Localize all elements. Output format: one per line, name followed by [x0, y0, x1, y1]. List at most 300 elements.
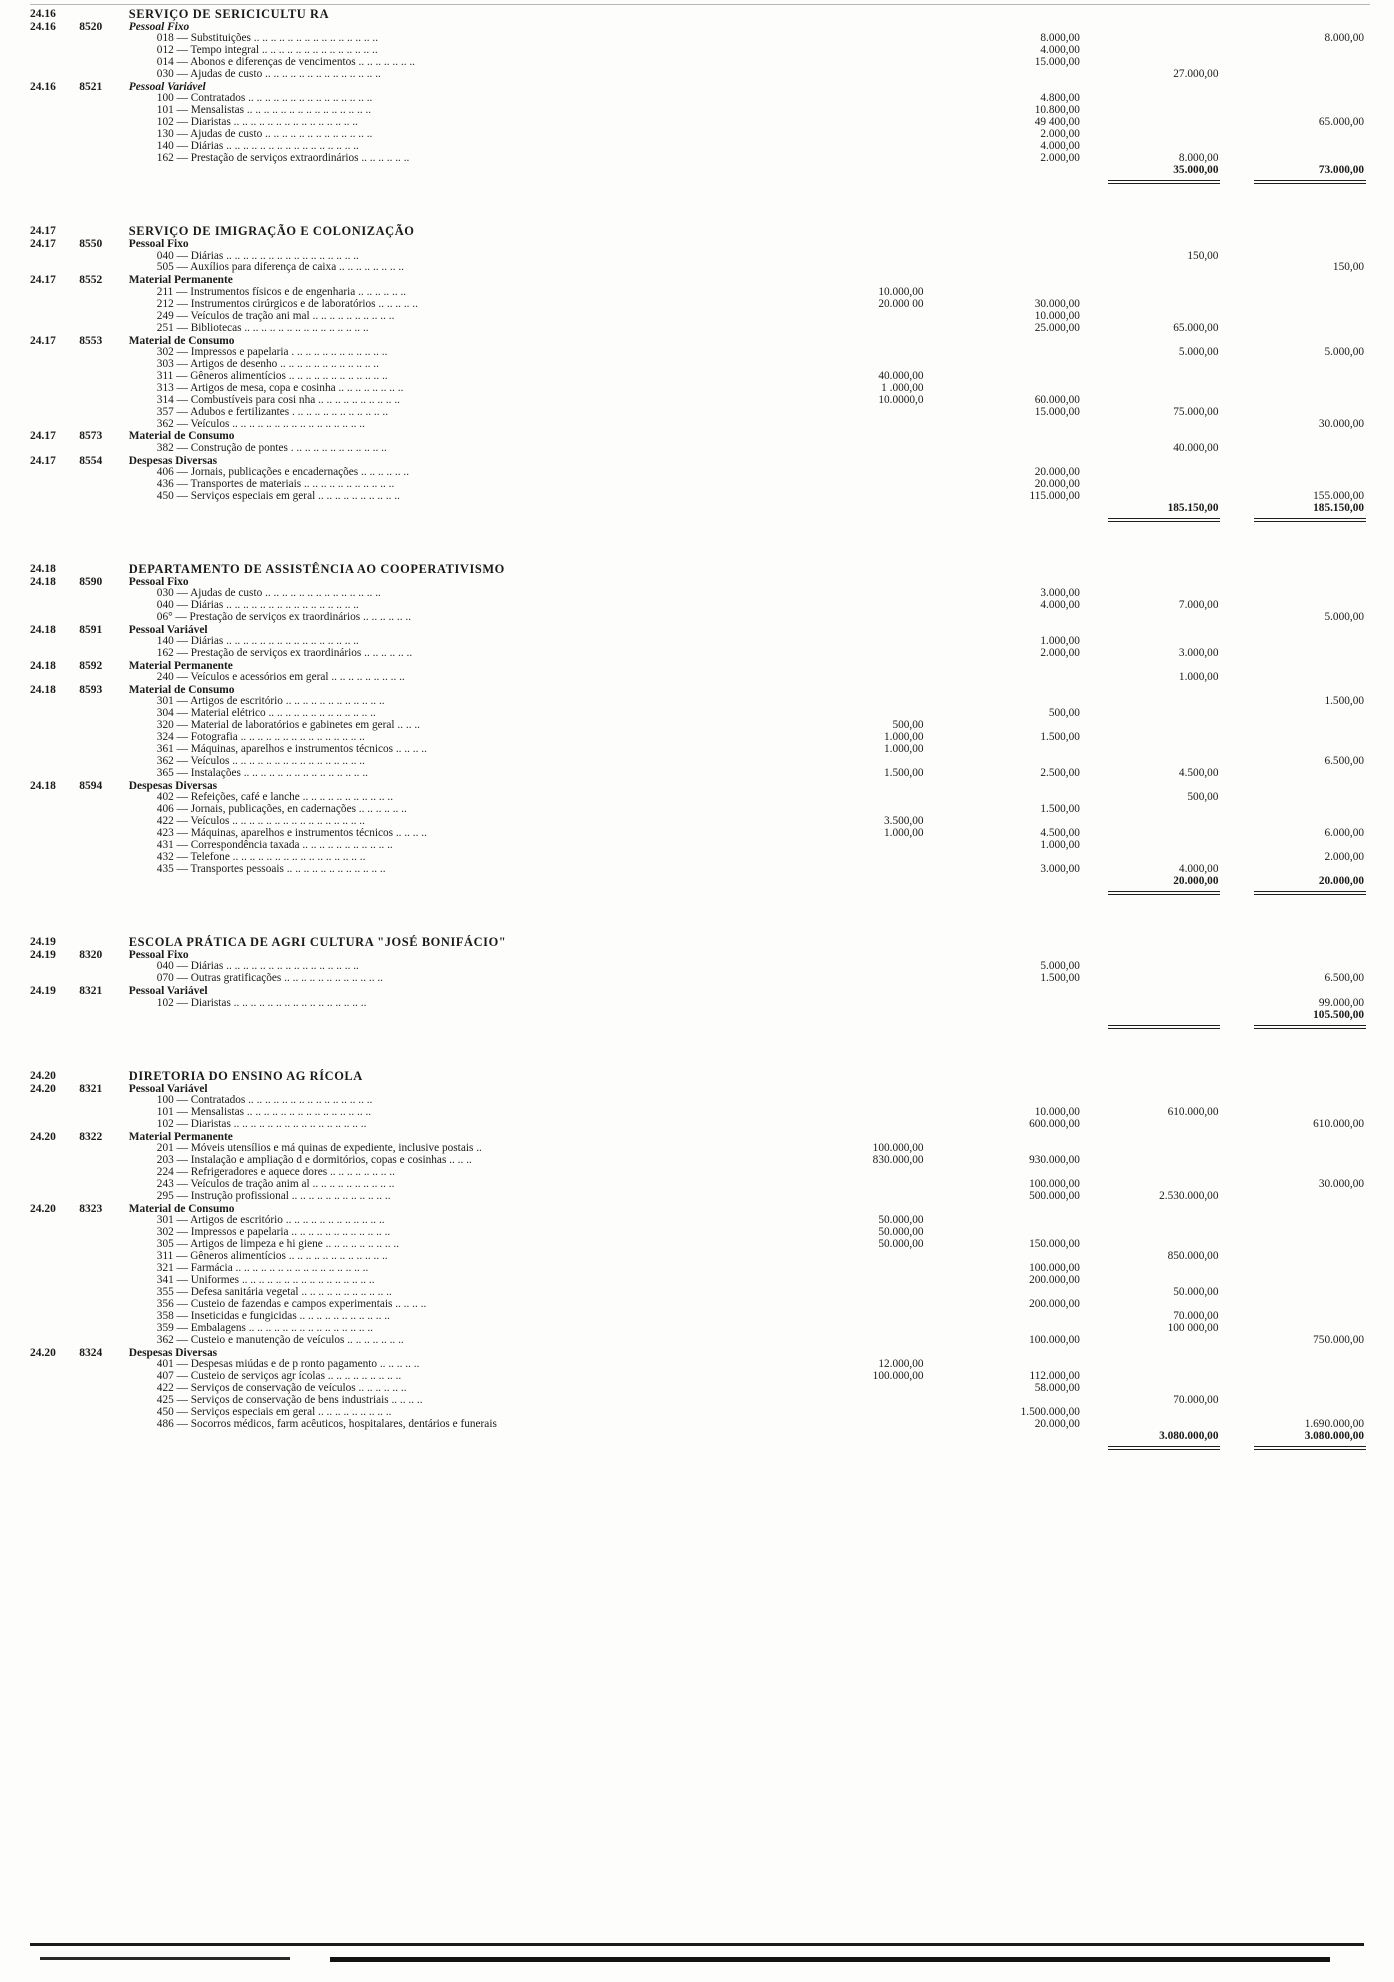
row-description: 450 — Serviços especiais em geral .. .. .. .. .. .. .. .. ..	[156, 1405, 392, 1418]
row-value-col3	[1096, 949, 1233, 961]
row-value-col4	[1232, 1203, 1368, 1215]
row-code	[28, 1227, 79, 1239]
row-code: 24.16	[30, 8, 56, 20]
ledger-row	[28, 1359, 1368, 1371]
row-value-col2	[940, 262, 1096, 274]
row-description: 313 — Artigos de mesa, copa e cosinha .. .. .. .. .. .. .. ..	[156, 381, 404, 394]
row-value-col4	[1232, 648, 1368, 660]
row-value-col1: 100.000,00	[872, 1141, 924, 1154]
row-code	[28, 491, 79, 503]
row-description: 321 — Farmácia .. .. .. .. .. .. .. .. .. .. .. .. .. .. .. ..	[156, 1261, 369, 1274]
row-code	[28, 828, 79, 840]
row-code: 24.18	[30, 623, 56, 636]
ledger-row	[28, 1083, 1368, 1095]
row-value-col3	[1096, 1383, 1233, 1395]
row-code	[28, 840, 79, 852]
row-subcode: 8321	[79, 985, 103, 998]
row-subcode	[79, 696, 123, 708]
row-value-col4: 185.150,00	[1232, 503, 1368, 515]
row-description: 450 — Serviços especiais em geral .. .. .. .. .. .. .. .. .. ..	[156, 489, 400, 502]
row-subcode	[79, 1311, 123, 1323]
row-value-col3: 2.530.000,00	[1159, 1189, 1219, 1202]
row-description: 249 — Veículos de tração ani mal .. .. .. .. .. .. .. .. .. ..	[156, 309, 395, 322]
row-value-col3	[1096, 961, 1233, 973]
subtotal-row	[28, 165, 1368, 177]
row-code	[28, 323, 79, 335]
row-value-col1	[784, 407, 940, 419]
row-description: 305 — Artigos de limpeza e hi giene .. .. .. .. .. .. .. .. ..	[156, 1237, 400, 1250]
ledger-row	[28, 1287, 1368, 1299]
row-value-col2	[940, 1395, 1096, 1407]
row-value-col1	[784, 864, 940, 876]
row-description: Pessoal Fixo	[128, 238, 189, 251]
row-value-col2	[940, 383, 1096, 395]
row-value-col1	[784, 129, 940, 141]
row-value-col4: 30.000,00	[1318, 1177, 1364, 1190]
row-value-col4	[1232, 1275, 1368, 1287]
row-value-col3: 4.500,00	[1178, 767, 1219, 780]
row-value-col4	[1232, 1263, 1368, 1275]
row-value-col4	[1232, 57, 1368, 69]
row-subcode: 8591	[79, 623, 103, 636]
row-description: Material de Consumo	[128, 684, 235, 697]
row-value-col1	[784, 238, 940, 250]
row-code: 24.19	[30, 936, 56, 949]
row-value-col2	[940, 430, 1096, 442]
row-subcode	[79, 1155, 123, 1167]
row-value-col4	[1232, 395, 1368, 407]
row-value-col2	[940, 419, 1096, 431]
row-value-col3	[1096, 1119, 1233, 1131]
row-subcode	[79, 973, 123, 985]
row-description: 407 — Custeio de serviços agr ícolas .. .. .. .. .. .. .. .. ..	[156, 1369, 402, 1382]
row-value-col4	[1232, 407, 1368, 419]
row-value-col2	[940, 1010, 1096, 1022]
row-description: 423 — Máquinas, aparelhos e instrumentos técnicos .. .. .. ..	[156, 827, 427, 840]
row-value-col2	[940, 1070, 1096, 1083]
row-value-col3: 185.150,00	[1096, 503, 1233, 515]
row-value-col3	[1096, 1070, 1233, 1083]
row-code	[28, 1311, 79, 1323]
ledger-row	[28, 1263, 1368, 1275]
row-description: Despesas Diversas	[128, 780, 218, 793]
row-value-col3	[1096, 1203, 1233, 1215]
bottom-divider-thick	[330, 1957, 1330, 1962]
row-value-col2	[940, 1359, 1096, 1371]
row-subcode	[79, 299, 123, 311]
row-subcode	[79, 1143, 123, 1155]
row-value-col4	[1232, 1155, 1368, 1167]
row-value-col3: 4.000,00	[1178, 863, 1219, 876]
row-value-col2	[940, 660, 1096, 672]
row-description: 102 — Diaristas .. .. .. .. .. .. .. .. .. .. .. .. .. .. .. ..	[156, 996, 367, 1009]
row-value-col3: 20.000,00	[1096, 876, 1233, 888]
row-value-col3: 75.000,00	[1173, 405, 1219, 418]
row-value-col3	[1096, 1143, 1233, 1155]
row-value-col4	[1232, 672, 1368, 684]
row-value-col2: 2.000,00	[1040, 152, 1080, 165]
row-subcode	[79, 347, 123, 359]
row-description: 402 — Refeições, café e lanche .. .. .. .. .. .. .. .. .. .. ..	[156, 791, 394, 804]
row-value-col2	[940, 8, 1096, 21]
row-code	[28, 1215, 79, 1227]
row-value-col2: 10.000,00	[1034, 1105, 1080, 1118]
ledger-row	[28, 455, 1368, 467]
row-description: 435 — Transportes pessoais .. .. .. .. .. .. .. .. .. .. .. ..	[156, 863, 386, 876]
ledger-row	[28, 1107, 1368, 1119]
row-value-col2: 3.000,00	[1040, 587, 1080, 600]
row-value-col1	[784, 1251, 940, 1263]
row-description: Pessoal Variável	[128, 623, 208, 636]
row-value-col4: 155.000,00	[1313, 489, 1364, 502]
row-value-col3	[1096, 395, 1233, 407]
row-value-col3: 3.080.000,00	[1096, 1431, 1233, 1443]
row-value-col3	[1096, 1407, 1233, 1419]
row-value-col2	[940, 371, 1096, 383]
row-description: 012 — Tempo integral .. .. .. .. .. .. .. .. .. .. .. .. .. ..	[156, 44, 378, 57]
row-value-col3	[1096, 696, 1233, 708]
row-value-col2	[940, 1323, 1096, 1335]
row-subcode	[79, 1227, 123, 1239]
row-value-col4	[1232, 720, 1368, 732]
row-value-col2: 8.000,00	[1040, 32, 1080, 45]
row-value-col3	[1096, 1419, 1233, 1431]
row-value-col3	[1096, 1131, 1233, 1143]
row-value-col2	[940, 225, 1096, 238]
row-value-col4	[1232, 129, 1368, 141]
row-subcode	[79, 852, 123, 864]
row-value-col3	[1096, 973, 1233, 985]
row-description: 406 — Jornais, publicações e encadernações .. .. .. .. .. ..	[156, 465, 410, 478]
row-description: 302 — Impressos e papelaria . .. .. .. .. .. .. .. .. .. .. ..	[156, 345, 388, 358]
ledger-row	[28, 491, 1368, 503]
row-value-col4: 1.500,00	[1324, 695, 1364, 708]
row-value-col3	[1096, 1227, 1233, 1239]
row-code	[28, 383, 79, 395]
row-value-col3	[1096, 732, 1233, 744]
top-divider	[30, 4, 1370, 5]
row-description: Despesas Diversas	[128, 454, 218, 467]
row-value-col1	[784, 69, 940, 81]
row-subcode: 8520	[79, 21, 103, 34]
row-description: 406 — Jornais, publicações, en cadernações .. .. .. .. .. ..	[156, 803, 407, 816]
row-description: 303 — Artigos de desenho .. .. .. .. .. .. .. .. .. .. .. ..	[156, 357, 379, 370]
row-description: 018 — Substituições .. .. .. .. .. .. .. .. .. .. .. .. .. .. ..	[156, 32, 379, 45]
row-value-col1	[784, 335, 940, 347]
row-value-col2	[940, 443, 1096, 455]
row-value-col1	[784, 45, 940, 57]
row-description: 324 — Fotografia .. .. .. .. .. .. .. .. .. .. .. .. .. .. ..	[156, 731, 365, 744]
row-value-col2: 4.000,00	[1040, 44, 1080, 57]
row-value-col1: 1 .000,00	[881, 381, 924, 394]
row-code	[28, 251, 79, 263]
row-code	[28, 347, 79, 359]
row-description: 320 — Material de laboratórios e gabinetes em geral .. .. ..	[156, 719, 420, 732]
row-code	[28, 419, 79, 431]
row-value-col4	[1232, 1311, 1368, 1323]
row-value-col4	[1232, 1383, 1368, 1395]
row-value-col1	[784, 57, 940, 69]
ledger-row	[28, 430, 1368, 442]
row-description: DEPARTAMENTO DE ASSISTÊNCIA AO COOPERATIVISMO	[128, 561, 505, 576]
ledger-row	[28, 395, 1368, 407]
ledger-row	[28, 407, 1368, 419]
row-value-col1: 1.000,00	[883, 743, 924, 756]
row-subcode	[79, 1251, 123, 1263]
row-value-col2: 1.500,00	[1040, 803, 1080, 816]
row-subcode	[79, 225, 123, 238]
row-description: 070 — Outras gratificações .. .. .. .. .. .. .. .. .. .. .. ..	[156, 972, 384, 985]
row-code	[28, 165, 79, 177]
row-value-col2: 600.000,00	[1029, 1117, 1080, 1130]
row-value-col2	[940, 1203, 1096, 1215]
row-value-col3: 40.000,00	[1173, 441, 1219, 454]
row-code	[28, 45, 79, 57]
row-value-col1	[784, 1287, 940, 1299]
row-code	[28, 105, 79, 117]
row-value-col1	[784, 780, 940, 792]
ledger-row	[28, 768, 1368, 780]
row-value-col4	[1232, 1407, 1368, 1419]
row-description	[123, 876, 784, 888]
row-value-col1	[784, 1419, 940, 1431]
row-value-col4	[1232, 1143, 1368, 1155]
row-subcode	[79, 1191, 123, 1203]
row-value-col3	[1096, 985, 1233, 997]
ledger-row	[28, 1419, 1368, 1431]
row-value-col4	[1232, 1070, 1368, 1083]
row-description: 212 — Instrumentos cirúrgicos e de laboratórios .. .. .. .. ..	[156, 297, 418, 310]
row-value-col1	[784, 624, 940, 636]
row-value-col3	[1096, 8, 1233, 21]
row-value-col1: 1.000,00	[883, 731, 924, 744]
row-value-col4	[1232, 792, 1368, 804]
row-value-col1	[784, 563, 940, 576]
row-value-col2	[940, 1083, 1096, 1095]
row-code	[28, 467, 79, 479]
row-description: SERVIÇO DE SERICICULTU RA	[128, 7, 330, 21]
row-subcode	[79, 503, 123, 515]
row-description: 505 — Auxílios para diferença de caixa .. .. .. .. .. .. .. ..	[156, 261, 405, 274]
row-value-col3	[1096, 371, 1233, 383]
row-code	[28, 395, 79, 407]
row-code	[28, 1179, 79, 1191]
row-code	[28, 1119, 79, 1131]
row-value-col3: 65.000,00	[1173, 321, 1219, 334]
ledger-row	[28, 419, 1368, 431]
ledger-row	[28, 864, 1368, 876]
ledger-row	[28, 1395, 1368, 1407]
row-value-col4	[1232, 8, 1368, 21]
row-value-col2	[940, 998, 1096, 1010]
ledger-row	[28, 1323, 1368, 1335]
ledger-row	[28, 1119, 1368, 1131]
row-value-col1	[784, 323, 940, 335]
row-value-col3	[1096, 419, 1233, 431]
row-value-col1	[784, 1299, 940, 1311]
row-value-col1: 12.000,00	[878, 1357, 924, 1370]
row-subcode: 8550	[79, 238, 103, 251]
row-code	[28, 804, 79, 816]
row-value-col2: 1.000,00	[1040, 635, 1080, 648]
row-code	[28, 1359, 79, 1371]
row-subcode	[79, 1323, 123, 1335]
row-code	[28, 816, 79, 828]
row-value-col1	[784, 1179, 940, 1191]
row-value-col3: 8.000,00	[1178, 152, 1219, 165]
row-subcode	[79, 828, 123, 840]
row-description	[123, 165, 784, 177]
row-subcode	[79, 251, 123, 263]
row-value-col1	[784, 251, 940, 263]
row-value-col2	[940, 1215, 1096, 1227]
row-value-col2: 100.000,00	[1029, 1333, 1080, 1346]
row-value-col2: 15.000,00	[1034, 56, 1080, 69]
row-code: 24.17	[30, 454, 56, 467]
row-value-col1	[784, 165, 940, 177]
row-value-col4: 105.500,00	[1232, 1010, 1368, 1022]
row-value-col2	[940, 238, 1096, 250]
row-value-col4	[1232, 467, 1368, 479]
row-value-col2: 20.000,00	[1034, 477, 1080, 490]
row-value-col4	[1232, 588, 1368, 600]
row-value-col4	[1232, 624, 1368, 636]
row-code	[28, 600, 79, 612]
row-value-col3	[1096, 383, 1233, 395]
section-heading-row	[28, 225, 1368, 238]
subtotal-row	[28, 1431, 1368, 1443]
ledger-row	[28, 1191, 1368, 1203]
ledger-row	[28, 1275, 1368, 1287]
row-subcode	[79, 588, 123, 600]
row-value-col2	[940, 69, 1096, 81]
row-value-col1	[784, 359, 940, 371]
row-value-col1: 830.000,00	[872, 1153, 924, 1166]
row-code	[28, 744, 79, 756]
row-value-col1	[784, 33, 940, 45]
row-value-col3: 7.000,00	[1178, 598, 1219, 611]
row-value-col3	[1096, 828, 1233, 840]
row-value-col3	[1096, 117, 1233, 129]
row-value-col4	[1232, 479, 1368, 491]
row-subcode	[79, 419, 123, 431]
row-description: 243 — Veículos de tração anim al .. .. .. .. .. .. .. .. .. ..	[156, 1177, 395, 1190]
row-code: 24.20	[30, 1346, 56, 1359]
row-value-col4: 1.690.000,00	[1304, 1417, 1364, 1430]
row-value-col1	[784, 840, 940, 852]
row-value-col3	[1096, 311, 1233, 323]
row-description: 431 — Correspondência taxada .. .. .. .. .. .. .. .. .. .. ..	[156, 839, 393, 852]
row-value-col2: 2.000,00	[1040, 647, 1080, 660]
row-subcode	[79, 1419, 123, 1431]
row-value-col1	[784, 419, 940, 431]
row-description	[123, 1010, 784, 1022]
row-value-col3: 3.000,00	[1178, 647, 1219, 660]
row-value-col4	[1232, 238, 1368, 250]
row-description: Pessoal Fixo	[128, 21, 190, 34]
row-value-col3	[1096, 287, 1233, 299]
row-subcode	[79, 153, 123, 165]
row-description: Material Permanente	[128, 1130, 233, 1143]
row-value-col1	[784, 117, 940, 129]
row-value-col2	[940, 563, 1096, 576]
row-subcode: 8592	[79, 660, 103, 673]
row-value-col4	[1232, 936, 1368, 949]
row-value-col1	[784, 612, 940, 624]
row-subcode	[79, 479, 123, 491]
ledger-row	[28, 311, 1368, 323]
row-code	[28, 371, 79, 383]
row-value-col4	[1232, 780, 1368, 792]
ledger-row	[28, 1407, 1368, 1419]
row-value-col2: 4.500,00	[1040, 827, 1080, 840]
row-code	[28, 33, 79, 45]
row-value-col2: 500,00	[1048, 707, 1080, 720]
row-value-col4	[1232, 708, 1368, 720]
row-value-col2: 930.000,00	[1029, 1153, 1080, 1166]
row-subcode	[79, 407, 123, 419]
row-subcode: 8554	[79, 454, 103, 467]
row-code: 24.18	[30, 562, 56, 575]
row-subcode	[79, 648, 123, 660]
row-code: 24.17	[30, 274, 56, 287]
row-code	[28, 262, 79, 274]
row-value-col2	[940, 1347, 1096, 1359]
row-value-col2	[940, 1311, 1096, 1323]
row-value-col4	[1232, 1239, 1368, 1251]
row-subcode: 8521	[79, 81, 103, 94]
row-code	[28, 696, 79, 708]
row-value-col1	[784, 430, 940, 442]
section-heading-row	[28, 563, 1368, 576]
row-value-col4	[1232, 359, 1368, 371]
row-value-col1	[784, 949, 940, 961]
row-value-col2: 200.000,00	[1029, 1273, 1080, 1286]
row-code	[28, 1143, 79, 1155]
row-description: 102 — Diaristas .. .. .. .. .. .. .. .. .. .. .. .. .. .. ..	[156, 116, 358, 129]
row-value-col4	[1232, 141, 1368, 153]
row-value-col4	[1232, 1347, 1368, 1359]
row-value-col2	[940, 359, 1096, 371]
row-subcode	[79, 1275, 123, 1287]
row-subcode: 8320	[79, 949, 103, 962]
row-value-col3	[1096, 1167, 1233, 1179]
row-value-col4	[1232, 1299, 1368, 1311]
row-value-col4	[1232, 455, 1368, 467]
row-description: Material Permanente	[128, 274, 233, 287]
row-value-col4	[1232, 274, 1368, 286]
row-value-col4	[1232, 732, 1368, 744]
row-description: 162 — Prestação de serviços ex traordinários .. .. .. .. .. ..	[156, 647, 413, 660]
row-value-col3	[1096, 1371, 1233, 1383]
row-description: 100 — Contratados .. .. .. .. .. .. .. .. .. .. .. .. .. .. ..	[156, 92, 373, 105]
row-value-col4	[1232, 1107, 1368, 1119]
row-code: 24.17	[30, 334, 56, 347]
row-value-col2: 115.000,00	[1029, 489, 1080, 502]
bottom-divider-thin	[30, 1943, 1364, 1946]
row-value-col2	[940, 985, 1096, 997]
row-code	[28, 1167, 79, 1179]
row-description: 101 — Mensalistas .. .. .. .. .. .. .. .. .. .. .. .. .. .. ..	[156, 1105, 372, 1118]
row-subcode	[79, 8, 123, 21]
row-value-col3	[1096, 804, 1233, 816]
row-subcode	[79, 864, 123, 876]
row-value-col3	[1096, 1347, 1233, 1359]
ledger-row	[28, 443, 1368, 455]
row-code	[28, 407, 79, 419]
row-value-col4: 2.000,00	[1324, 851, 1364, 864]
row-value-col1: 10.0000,0	[878, 393, 924, 406]
